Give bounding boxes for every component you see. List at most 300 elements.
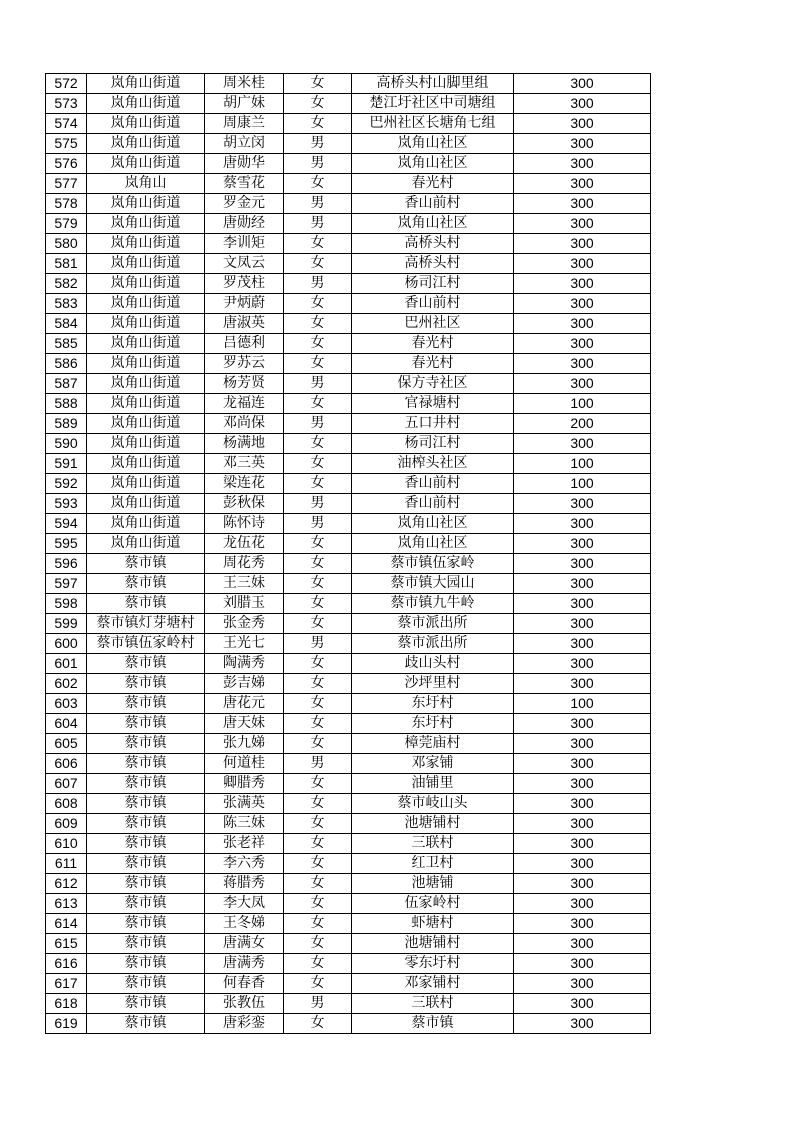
- row-number: 582: [46, 274, 87, 294]
- name-cell: 刘腊玉: [205, 594, 284, 614]
- amount-cell: 300: [514, 114, 651, 134]
- row-number: 606: [46, 754, 87, 774]
- name-cell: 唐彩銮: [205, 1014, 284, 1034]
- name-cell: 张金秀: [205, 614, 284, 634]
- address-cell: 蔡市派出所: [352, 614, 514, 634]
- row-number: 613: [46, 894, 87, 914]
- name-cell: 邓尚保: [205, 414, 284, 434]
- table-row: [46, 274, 651, 294]
- area-cell: 蔡市镇: [87, 734, 205, 754]
- sex-cell: 女: [284, 94, 352, 114]
- name-cell: 陈三妹: [205, 814, 284, 834]
- amount-cell: 300: [514, 614, 651, 634]
- sex-cell: 男: [284, 194, 352, 214]
- name-cell: 陶满秀: [205, 654, 284, 674]
- table-row: [46, 994, 651, 1014]
- table-row: [46, 654, 651, 674]
- sex-cell: 男: [284, 514, 352, 534]
- sex-cell: 男: [284, 154, 352, 174]
- address-cell: 蔡市镇: [352, 1014, 514, 1034]
- name-cell: 蔡雪花: [205, 174, 284, 194]
- row-number: 574: [46, 114, 87, 134]
- address-cell: 邓家铺村: [352, 974, 514, 994]
- row-number: 590: [46, 434, 87, 454]
- table-row: [46, 894, 651, 914]
- area-cell: 岚角山街道: [87, 114, 205, 134]
- address-cell: 春光村: [352, 354, 514, 374]
- sex-cell: 女: [284, 254, 352, 274]
- table-row: [46, 194, 651, 214]
- table-row: [46, 874, 651, 894]
- row-number: 605: [46, 734, 87, 754]
- name-cell: 陈怀诗: [205, 514, 284, 534]
- sex-cell: 女: [284, 334, 352, 354]
- area-cell: 岚角山街道: [87, 314, 205, 334]
- table-row: [46, 714, 651, 734]
- sex-cell: 男: [284, 274, 352, 294]
- name-cell: 唐勋经: [205, 214, 284, 234]
- name-cell: 周米桂: [205, 74, 284, 94]
- address-cell: 巴州社区: [352, 314, 514, 334]
- area-cell: 蔡市镇: [87, 714, 205, 734]
- area-cell: 蔡市镇: [87, 754, 205, 774]
- row-number: 577: [46, 174, 87, 194]
- sex-cell: 女: [284, 654, 352, 674]
- address-cell: 红卫村: [352, 854, 514, 874]
- sex-cell: 男: [284, 414, 352, 434]
- amount-cell: 300: [514, 354, 651, 374]
- table-row: [46, 174, 651, 194]
- row-number: 603: [46, 694, 87, 714]
- amount-cell: 300: [514, 234, 651, 254]
- table-row: [46, 934, 651, 954]
- row-number: 602: [46, 674, 87, 694]
- amount-cell: 300: [514, 974, 651, 994]
- sex-cell: 女: [284, 234, 352, 254]
- sex-cell: 女: [284, 974, 352, 994]
- area-cell: 蔡市镇: [87, 574, 205, 594]
- address-cell: 春光村: [352, 334, 514, 354]
- amount-cell: 300: [514, 834, 651, 854]
- amount-cell: 300: [514, 954, 651, 974]
- amount-cell: 300: [514, 194, 651, 214]
- area-cell: 岚角山街道: [87, 474, 205, 494]
- table-row: [46, 914, 651, 934]
- address-cell: 歧山头村: [352, 654, 514, 674]
- area-cell: 岚角山街道: [87, 374, 205, 394]
- address-cell: 官禄塘村: [352, 394, 514, 414]
- row-number: 599: [46, 614, 87, 634]
- address-cell: 香山前村: [352, 494, 514, 514]
- amount-cell: 300: [514, 674, 651, 694]
- name-cell: 李大凤: [205, 894, 284, 914]
- address-cell: 沙坪里村: [352, 674, 514, 694]
- area-cell: 蔡市镇: [87, 974, 205, 994]
- row-number: 601: [46, 654, 87, 674]
- row-number: 593: [46, 494, 87, 514]
- address-cell: 岚角山社区: [352, 134, 514, 154]
- row-number: 609: [46, 814, 87, 834]
- name-cell: 卿腊秀: [205, 774, 284, 794]
- table-row: [46, 854, 651, 874]
- address-cell: 五口井村: [352, 414, 514, 434]
- address-cell: 池塘铺: [352, 874, 514, 894]
- amount-cell: 300: [514, 74, 651, 94]
- area-cell: 岚角山街道: [87, 254, 205, 274]
- sex-cell: 女: [284, 554, 352, 574]
- address-cell: 虾塘村: [352, 914, 514, 934]
- name-cell: 唐天妹: [205, 714, 284, 734]
- table-row: [46, 574, 651, 594]
- sex-cell: 女: [284, 734, 352, 754]
- table-row: [46, 614, 651, 634]
- amount-cell: 300: [514, 794, 651, 814]
- amount-cell: 300: [514, 914, 651, 934]
- area-cell: 岚角山街道: [87, 494, 205, 514]
- address-cell: 东圩村: [352, 694, 514, 714]
- amount-cell: 300: [514, 634, 651, 654]
- area-cell: 岚角山街道: [87, 454, 205, 474]
- address-cell: 油榨头社区: [352, 454, 514, 474]
- row-number: 612: [46, 874, 87, 894]
- area-cell: 岚角山街道: [87, 274, 205, 294]
- row-number: 581: [46, 254, 87, 274]
- table-row: [46, 974, 651, 994]
- name-cell: 罗金元: [205, 194, 284, 214]
- address-cell: 春光村: [352, 174, 514, 194]
- sex-cell: 女: [284, 814, 352, 834]
- amount-cell: 300: [514, 594, 651, 614]
- sex-cell: 女: [284, 534, 352, 554]
- name-cell: 彭吉娣: [205, 674, 284, 694]
- table-row: [46, 334, 651, 354]
- row-number: 576: [46, 154, 87, 174]
- amount-cell: 300: [514, 254, 651, 274]
- table-row: [46, 534, 651, 554]
- address-cell: 伍家岭村: [352, 894, 514, 914]
- table-row: [46, 814, 651, 834]
- table-row: [46, 154, 651, 174]
- amount-cell: 300: [514, 574, 651, 594]
- sex-cell: 男: [284, 134, 352, 154]
- amount-cell: 300: [514, 734, 651, 754]
- sex-cell: 女: [284, 674, 352, 694]
- sex-cell: 女: [284, 934, 352, 954]
- name-cell: 王冬娣: [205, 914, 284, 934]
- table-row: [46, 314, 651, 334]
- name-cell: 张满英: [205, 794, 284, 814]
- sex-cell: 女: [284, 854, 352, 874]
- area-cell: 蔡市镇: [87, 914, 205, 934]
- amount-cell: 300: [514, 774, 651, 794]
- sex-cell: 女: [284, 294, 352, 314]
- area-cell: 蔡市镇: [87, 894, 205, 914]
- table-row: [46, 774, 651, 794]
- amount-cell: 300: [514, 514, 651, 534]
- sex-cell: 女: [284, 454, 352, 474]
- address-cell: 香山前村: [352, 294, 514, 314]
- amount-cell: 300: [514, 334, 651, 354]
- row-number: 611: [46, 854, 87, 874]
- amount-cell: 300: [514, 554, 651, 574]
- row-number: 617: [46, 974, 87, 994]
- name-cell: 彭秋保: [205, 494, 284, 514]
- sex-cell: 男: [284, 374, 352, 394]
- table-row: [46, 454, 651, 474]
- name-cell: 张教伍: [205, 994, 284, 1014]
- address-cell: 三联村: [352, 834, 514, 854]
- table-row: [46, 594, 651, 614]
- sex-cell: 女: [284, 714, 352, 734]
- name-cell: 邓三英: [205, 454, 284, 474]
- amount-cell: 300: [514, 434, 651, 454]
- row-number: 589: [46, 414, 87, 434]
- address-cell: 东圩村: [352, 714, 514, 734]
- address-cell: 高桥头村: [352, 254, 514, 274]
- amount-cell: 100: [514, 474, 651, 494]
- row-number: 591: [46, 454, 87, 474]
- name-cell: 李训矩: [205, 234, 284, 254]
- address-cell: 零东圩村: [352, 954, 514, 974]
- amount-cell: 300: [514, 994, 651, 1014]
- name-cell: 胡广妹: [205, 94, 284, 114]
- name-cell: 蒋腊秀: [205, 874, 284, 894]
- amount-cell: 300: [514, 534, 651, 554]
- address-cell: 保方寺社区: [352, 374, 514, 394]
- table-row: [46, 474, 651, 494]
- address-cell: 巴州社区长塘角七组: [352, 114, 514, 134]
- area-cell: 蔡市镇伍家岭村: [87, 634, 205, 654]
- area-cell: 蔡市镇: [87, 674, 205, 694]
- name-cell: 罗苏云: [205, 354, 284, 374]
- area-cell: 蔡市镇: [87, 1014, 205, 1034]
- address-cell: 油铺里: [352, 774, 514, 794]
- area-cell: 岚角山街道: [87, 434, 205, 454]
- table-row: [46, 494, 651, 514]
- sex-cell: 女: [284, 914, 352, 934]
- table-row: [46, 434, 651, 454]
- amount-cell: 300: [514, 894, 651, 914]
- address-cell: 杨司江村: [352, 434, 514, 454]
- area-cell: 岚角山街道: [87, 214, 205, 234]
- row-number: 594: [46, 514, 87, 534]
- sex-cell: 女: [284, 614, 352, 634]
- name-cell: 唐花元: [205, 694, 284, 714]
- address-cell: 池塘铺村: [352, 934, 514, 954]
- name-cell: 吕德利: [205, 334, 284, 354]
- amount-cell: 300: [514, 714, 651, 734]
- name-cell: 何春香: [205, 974, 284, 994]
- amount-cell: 100: [514, 394, 651, 414]
- name-cell: 周康兰: [205, 114, 284, 134]
- amount-cell: 100: [514, 694, 651, 714]
- area-cell: 岚角山街道: [87, 394, 205, 414]
- address-cell: 岚角山社区: [352, 534, 514, 554]
- row-number: 575: [46, 134, 87, 154]
- table-row: [46, 674, 651, 694]
- table-row: [46, 694, 651, 714]
- table-row: [46, 214, 651, 234]
- amount-cell: 300: [514, 154, 651, 174]
- name-cell: 罗茂柱: [205, 274, 284, 294]
- table-row: [46, 954, 651, 974]
- name-cell: 唐勋华: [205, 154, 284, 174]
- sex-cell: 女: [284, 1014, 352, 1034]
- area-cell: 蔡市镇: [87, 994, 205, 1014]
- amount-cell: 300: [514, 314, 651, 334]
- name-cell: 张老祥: [205, 834, 284, 854]
- table-row: [46, 414, 651, 434]
- area-cell: 蔡市镇: [87, 814, 205, 834]
- amount-cell: 200: [514, 414, 651, 434]
- table-row: [46, 394, 651, 414]
- name-cell: 李六秀: [205, 854, 284, 874]
- row-number: 573: [46, 94, 87, 114]
- address-cell: 岚角山社区: [352, 214, 514, 234]
- row-number: 614: [46, 914, 87, 934]
- amount-cell: 300: [514, 494, 651, 514]
- amount-cell: 300: [514, 654, 651, 674]
- table-row: [46, 554, 651, 574]
- area-cell: 蔡市镇: [87, 934, 205, 954]
- sex-cell: 女: [284, 434, 352, 454]
- address-cell: 杨司江村: [352, 274, 514, 294]
- name-cell: 张九娣: [205, 734, 284, 754]
- address-cell: 蔡市派出所: [352, 634, 514, 654]
- address-cell: 楚江圩社区中司塘组: [352, 94, 514, 114]
- sex-cell: 女: [284, 574, 352, 594]
- address-cell: 岚角山社区: [352, 154, 514, 174]
- name-cell: 龙伍花: [205, 534, 284, 554]
- amount-cell: 300: [514, 934, 651, 954]
- table-row: [46, 74, 651, 94]
- table-row: [46, 514, 651, 534]
- area-cell: 岚角山街道: [87, 94, 205, 114]
- sex-cell: 女: [284, 394, 352, 414]
- row-number: 604: [46, 714, 87, 734]
- row-number: 578: [46, 194, 87, 214]
- area-cell: 蔡市镇: [87, 554, 205, 574]
- name-cell: 唐满女: [205, 934, 284, 954]
- name-cell: 梁连花: [205, 474, 284, 494]
- row-number: 595: [46, 534, 87, 554]
- address-cell: 三联村: [352, 994, 514, 1014]
- table-row: [46, 1014, 651, 1034]
- address-cell: 香山前村: [352, 474, 514, 494]
- name-cell: 杨芳贤: [205, 374, 284, 394]
- row-number: 616: [46, 954, 87, 974]
- amount-cell: 300: [514, 274, 651, 294]
- name-cell: 尹炳蔚: [205, 294, 284, 314]
- name-cell: 唐淑英: [205, 314, 284, 334]
- row-number: 587: [46, 374, 87, 394]
- area-cell: 岚角山街道: [87, 74, 205, 94]
- data-table: [45, 73, 651, 1034]
- table-row: [46, 234, 651, 254]
- address-cell: 高桥头村山脚里组: [352, 74, 514, 94]
- amount-cell: 300: [514, 294, 651, 314]
- row-number: 610: [46, 834, 87, 854]
- sex-cell: 女: [284, 954, 352, 974]
- row-number: 615: [46, 934, 87, 954]
- amount-cell: 300: [514, 754, 651, 774]
- amount-cell: 300: [514, 1014, 651, 1034]
- sex-cell: 男: [284, 754, 352, 774]
- area-cell: 蔡市镇: [87, 954, 205, 974]
- table-row: [46, 754, 651, 774]
- sex-cell: 女: [284, 114, 352, 134]
- sex-cell: 女: [284, 474, 352, 494]
- name-cell: 唐满秀: [205, 954, 284, 974]
- address-cell: 岚角山社区: [352, 514, 514, 534]
- table-row: [46, 294, 651, 314]
- amount-cell: 300: [514, 814, 651, 834]
- area-cell: 蔡市镇灯芽塘村: [87, 614, 205, 634]
- area-cell: 岚角山街道: [87, 354, 205, 374]
- area-cell: 岚角山街道: [87, 294, 205, 314]
- row-number: 586: [46, 354, 87, 374]
- sex-cell: 女: [284, 174, 352, 194]
- row-number: 619: [46, 1014, 87, 1034]
- table-row: [46, 634, 651, 654]
- row-number: 592: [46, 474, 87, 494]
- sex-cell: 女: [284, 694, 352, 714]
- address-cell: 邓家铺: [352, 754, 514, 774]
- sex-cell: 女: [284, 774, 352, 794]
- sex-cell: 男: [284, 994, 352, 1014]
- sex-cell: 女: [284, 314, 352, 334]
- area-cell: 蔡市镇: [87, 794, 205, 814]
- table-row: [46, 734, 651, 754]
- area-cell: 蔡市镇: [87, 854, 205, 874]
- address-cell: 蔡市镇九牛岭: [352, 594, 514, 614]
- row-number: 583: [46, 294, 87, 314]
- row-number: 597: [46, 574, 87, 594]
- name-cell: 何道桂: [205, 754, 284, 774]
- amount-cell: 300: [514, 374, 651, 394]
- table-row: [46, 254, 651, 274]
- amount-cell: 300: [514, 214, 651, 234]
- address-cell: 蔡市镇大园山: [352, 574, 514, 594]
- sex-cell: 男: [284, 494, 352, 514]
- address-cell: 蔡市镇伍家岭: [352, 554, 514, 574]
- area-cell: 蔡市镇: [87, 654, 205, 674]
- table-row: [46, 134, 651, 154]
- area-cell: 岚角山街道: [87, 154, 205, 174]
- sex-cell: 女: [284, 834, 352, 854]
- amount-cell: 300: [514, 94, 651, 114]
- row-number: 608: [46, 794, 87, 814]
- amount-cell: 300: [514, 174, 651, 194]
- amount-cell: 300: [514, 874, 651, 894]
- table-row: [46, 794, 651, 814]
- name-cell: 王光七: [205, 634, 284, 654]
- table-row: [46, 114, 651, 134]
- address-cell: 蔡市岐山头: [352, 794, 514, 814]
- sex-cell: 男: [284, 634, 352, 654]
- area-cell: 蔡市镇: [87, 774, 205, 794]
- row-number: 579: [46, 214, 87, 234]
- area-cell: 蔡市镇: [87, 834, 205, 854]
- address-cell: 樟莞庙村: [352, 734, 514, 754]
- table-body: [46, 74, 651, 1034]
- sex-cell: 女: [284, 894, 352, 914]
- sex-cell: 女: [284, 74, 352, 94]
- sex-cell: 女: [284, 354, 352, 374]
- area-cell: 岚角山街道: [87, 414, 205, 434]
- sex-cell: 男: [284, 214, 352, 234]
- area-cell: 蔡市镇: [87, 694, 205, 714]
